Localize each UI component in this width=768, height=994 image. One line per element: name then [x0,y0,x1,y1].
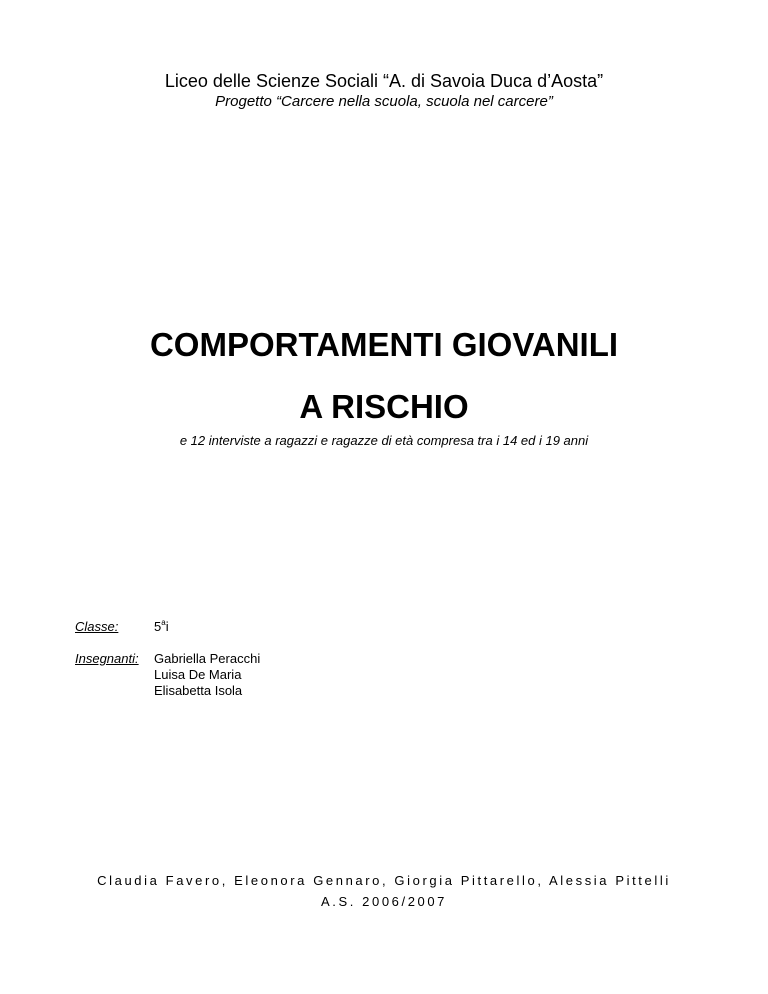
insegnanti-label: Insegnanti: [75,651,139,666]
document-title-line-1: COMPORTAMENTI GIOVANILI [149,326,619,363]
classe-number: 5 [154,619,162,634]
classe-value [154,619,169,635]
teacher-name: Gabriella Peracchi [154,651,261,666]
classe-section: i [165,619,169,634]
school-name: Liceo delle Scienze Sociali “A. di Savoia Duca d’Aosta” [164,71,604,91]
teacher-name: Elisabetta Isola [154,683,243,698]
classe-label: Classe: [75,619,119,634]
project-name: Progetto “Carcere nella scuola, scuola nel carcere” [215,93,553,110]
classe-superscript: a [161,618,166,627]
teacher-name: Luisa De Maria [154,667,242,682]
authors-list: Claudia Favero, Eleonora Gennaro, Giorgia Pittarello, Alessia Pittelli [97,873,671,888]
document-title-line-2: A RISCHIO [299,388,469,425]
academic-year: A.S. 2006/2007 [320,894,448,909]
document-subtitle: e 12 interviste a ragazzi e ragazze di età compresa tra i 14 ed i 19 anni [179,433,589,448]
teachers-list [154,651,260,699]
